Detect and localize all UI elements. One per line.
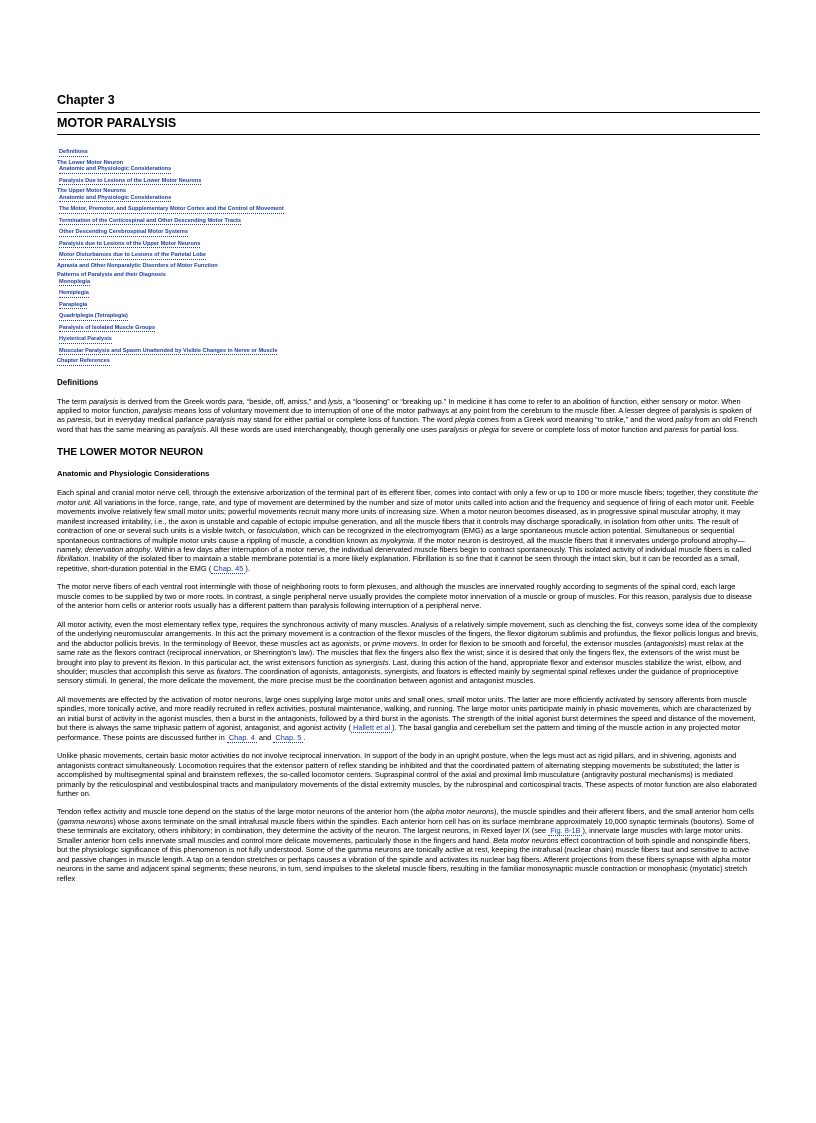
toc-link[interactable]: Apraxia and Other Nonparalytic Disorders of Motor Function: [57, 262, 218, 269]
toc-link[interactable]: Monoplegia: [59, 278, 91, 285]
toc-link[interactable]: Hysterical Paralysis: [59, 336, 112, 342]
chapter-label: Chapter 3: [57, 93, 115, 107]
toc-link[interactable]: Muscular Paralysis and Spasm Unattended by Visible Changes in Nerve or Muscle: [59, 347, 278, 354]
toc-link[interactable]: Patterns of Paralysis and their Diagnosis: [57, 272, 166, 278]
anatomic-considerations-heading: Anatomic and Physiologic Considerations: [57, 469, 210, 479]
toc-link[interactable]: Quadriplegia (Tetraplegia): [59, 313, 128, 319]
title-rule-bottom: [57, 134, 760, 135]
toc-link[interactable]: The Lower Motor Neuron: [57, 159, 124, 166]
toc-link[interactable]: The Upper Motor Neurons: [57, 188, 126, 194]
toc-link[interactable]: Motor Disturbances due to Lesions of the Parietal Lobe: [59, 252, 207, 258]
toc-link[interactable]: Paralysis of Isolated Muscle Groups: [59, 324, 156, 331]
chap-45-link[interactable]: Chap. 45: [213, 563, 244, 573]
toc-link[interactable]: Anatomic and Physiologic Considerations: [59, 166, 172, 172]
definitions-heading: Definitions: [57, 377, 99, 387]
toc-link[interactable]: Definitions: [59, 149, 88, 155]
motor-units-paragraph: All movements are effected by the activation of motor neurons, large ones supplying large motor units and small ones, small motor units. The latter are more efficiently activated by sensory afferents from muscle spindles, more tonically active, and more readily recruited in reflex activities, postural maintenance, walking, and running. The large motor units participate mainly in phasic movements, which are characterized by an initial burst of activity in the agonist muscles, then a burst in the antagonists, followed by a third burst in the agonists. The strength of the initial agonist burst determines the speed and distance of the movement, but there is always the same triphasic pattern of agonist, antagonist, and agonist activity ( Hallett et al ). The basal ganglia and cerebellum set the pattern and timing of the muscle action in any projected motor performance. These points are discussed further in Chap. 4 and Chap. 5 .: [57, 694, 756, 742]
definitions-paragraph: The term paralysis is derived from the Greek words para, “beside, off, amiss,” and lysis, a “loosening” or “breaking up.” In medicine it has come to refer to an abolition of function, either sensory or motor. When applied to motor function, paralysis means loss of voluntary movement due to interruption of one of the motor pathways at any point from the cerebrum to the muscle fiber. A lesser degree of paralysis is spoken of as paresis, but in everyday medical parlance paralysis may stand for either partial or complete loss of function. The word plegia comes from a Greek word meaning “to strike,” and the word palsy from an old French word that has the same meaning as paralysis. All these words are used interchangeably, though generally one uses paralysis or plegia for severe or complete loss of motor function and paresis for partial loss.: [57, 396, 758, 434]
reciprocal-innervation-paragraph: Unlike phasic movements, certain basic motor activities do not involve reciprocal innervation. In support of the body in an upright posture, when the legs must act as rigid pillars, and in shivering, agonists and antagonists contract simultaneously. Locomotion requires that the extensor pattern of reflex standing be inhibited and that the coordinated pattern of alternating stepping movements be substituted; the latter is accomplished by multisegmental spinal and brainstem reflexes, the so-called locomotor centers. Supraspinal control of the axial and proximal limb musculature (antigravity postural mechanisms) is mediated primarily by the reticulospinal and vestibulospinal tracts and manipulatory movements of the distal extremity muscles, by the rubrospinal and corticospinal tracts. These aspects of motor function are also elaborated further on.: [57, 751, 757, 798]
chap-4-link[interactable]: Chap. 4: [228, 732, 255, 742]
toc-link[interactable]: Other Descending Cerebrospinal Motor Systems: [59, 229, 188, 235]
toc-link[interactable]: The Motor, Premotor, and Supplementary Motor Cortex and the Control of Movement: [59, 206, 284, 212]
toc-link[interactable]: Chapter References: [57, 358, 110, 364]
fig-8-1b-link[interactable]: Fig. 8-1B: [550, 826, 581, 836]
toc-link[interactable]: Paralysis Due to Lesions of the Lower Motor Neurons: [59, 177, 202, 184]
chap-5-link[interactable]: Chap. 5: [275, 732, 302, 742]
title-rule-top: [57, 112, 760, 113]
hallett-reference-link[interactable]: Hallett et al: [352, 723, 391, 733]
chapter-title: MOTOR PARALYSIS: [57, 116, 177, 130]
plexus-paragraph: The motor nerve fibers of each ventral root intermingle with those of neighboring roots to form plexuses, and although the muscles are innervated roughly according to segments of the spinal cord, each large muscle comes to be supplied by two or more roots. In contrast, a single peripheral nerve usually provides the complete motor innervation of a muscle or group of muscles. For this reason, paralysis due to disease of the anterior horn cells or anterior roots usually has a different pattern than paralysis following interruption of a peripheral nerve.: [57, 582, 752, 611]
toc-link[interactable]: Termination of the Corticospinal and Other Descending Motor Tracts: [59, 217, 242, 224]
toc-link[interactable]: Paraplegia: [59, 301, 88, 308]
toc-link[interactable]: Anatomic and Physiologic Considerations: [59, 194, 172, 201]
table-of-contents: [57, 149, 760, 366]
toc-link[interactable]: Hemiplegia: [59, 290, 89, 296]
tendon-reflex-paragraph: Tendon reflex activity and muscle tone depend on the status of the large motor neurons of the anterior horn (the alpha motor neurons), the muscle spindles and their afferent fibers, and the small anterior horn cells (gamma neurons) whose axons terminate on the small intrafusal muscle fibers within the spindles. Each anterior horn cell has on its surface membrane approximately 10,000 synaptic terminals (boutons). Some of these terminals are excitatory, others inhibitory; in combination, they determine the activity of the neuron. The largest neurons, in Rexed layer IX (see Fig. 8-1B ), innervate large muscles with large motor units. Smaller anterior horn cells innervate small muscles and control more delicate movements, particularly those in the fingers and hand. Beta motor neurons effect cocontraction of both spindle and nonspindle fibers, but the physiologic significance of this phenomenon is not fully understood. Some of the gamma neurons are tonically active at rest, keeping the intrafusal (nuclear chain) muscle fibers taut and sensitive to active and passive changes in muscle length. A tap on a tendon stretches or perhaps causes a vibration of the spindle and activates its nuclear bag fibers. Afferent projections from these fibers synapse with alpha motor neurons in the same and adjacent spinal segments; these neurons, in turn, send impulses to the skeletal muscle fibers, resulting in the familiar monosynaptic muscle contraction or monophasic (myotatic) stretch reflex: [57, 807, 754, 883]
motor-unit-paragraph: Each spinal and cranial motor nerve cell, through the extensive arborization of the terminal part of its efferent fiber, comes into contact with only a few or up to 100 or more muscle fibers; together, they constitute the motor unit. All variations in the force, range, rate, and type of movement are determined by the number and size of motor units called into action and the frequency and sequence of firing of each motor unit. Feeble movements involve relatively few small motor units; powerful movements recruit many more units of increasing size. When a motor neuron becomes diseased, as in progressive spinal muscular atrophy, it may manifest increased irritability, i.e., the axon is unstable and capable of ectopic impulse generation, and all the muscle fibers that it controls may discharge sporadically, in isolation from other units. The result of contraction of one or several such units is a visible twitch, or fasciculation, which can be recognized in the electromyogram (EMG) as a large spontaneous muscle action potential. Simultaneous or sequential spontaneous contractions of multiple motor units cause a rippling of muscle, a condition known as myokymia. If the motor neuron is destroyed, all the muscle fibers that it innervates undergo profound atrophy—namely, denervation atrophy. Within a few days after interruption of a motor nerve, the individual denervated muscle fibers begin to contract spontaneously. This isolated activity of individual muscle fibers is called fibrillation. Inability of the isolated fiber to maintain a stable membrane potential is a more likely explanation. Fibrillation is so fine that it cannot be seen through the intact skin, but it can be recorded as a small, repetitive, short-duration potential in the EMG ( Chap. 45 ).: [57, 488, 759, 573]
document-page: [57, 93, 760, 883]
toc-link[interactable]: Paralysis due to Lesions of the Upper Motor Neurons: [59, 240, 201, 247]
agonists-paragraph: All motor activity, even the most elementary reflex type, requires the synchronous activity of many muscles. Analysis of a relatively simple movement, such as clenching the fist, conveys some idea of the complexity of the underlying neuromuscular arrangements. In this act the primary movement is a contraction of the flexor muscles of the fingers, the flexor digitorum sublimis and profundus, the flexor pollicis longus and brevis, and the abductor pollicis brevis. In the terminology of Beevor, these muscles act as agonists, or prime movers. In order for flexion to be smooth and forceful, the extensor muscles (antagonists) must relax at the same rate as the flexors contract (reciprocal innervation, or Sherrington's law). The muscles that flex the fingers also flex the wrist; since it is desired that only the fingers flex, the extensors of the wrist must be brought into play to prevent its flexion. In this particular act, the wrist extensors function as synergists. Last, during this action of the hand, appropriate flexor and extensor muscles stabilize the wrist, elbow, and shoulder; muscles that accomplish this serve as fixators. The coordination of agonists, antagonists, synergists, and fixators is effected mainly by segmental spinal reflexes under the guidance of proprioceptive sensory stimuli. In general, the more delicate the movement, the more precise must be the coordination between agonist and antagonist muscles.: [57, 619, 759, 686]
lower-motor-neuron-heading: THE LOWER MOTOR NEURON: [57, 447, 203, 459]
